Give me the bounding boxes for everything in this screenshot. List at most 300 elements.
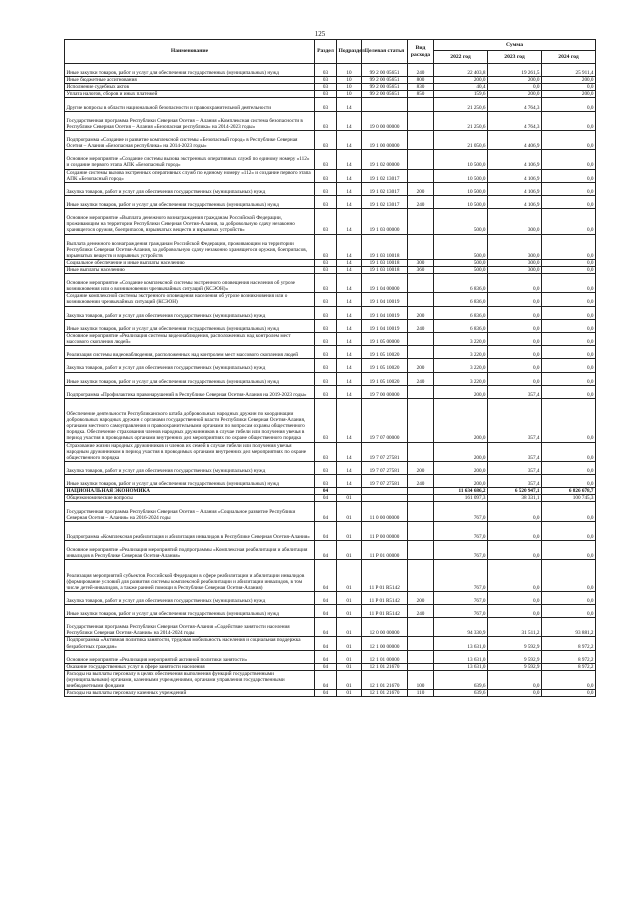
row-podrazdel: 14 <box>337 130 362 149</box>
row-vid-raskhoda <box>408 650 434 663</box>
row-podrazdel: 01 <box>337 521 362 540</box>
row-celevaya-statya: 99 2 00 05651 <box>362 64 408 77</box>
row-name: Иные закупки товаров, работ и услуг для обеспечения государственных (муниципальных) нужд <box>65 319 315 332</box>
table-row <box>65 385 596 398</box>
row-podrazdel: 01 <box>337 663 362 670</box>
row-podrazdel: 14 <box>337 475 362 488</box>
row-sum-2023: 38 331,1 <box>488 495 542 502</box>
table-row <box>65 605 596 618</box>
row-sum-2023: 200,0 <box>488 77 542 84</box>
row-name: Реализация системы видеонаблюдения, расположенных над контролем мест массового скопления людей <box>65 346 315 359</box>
row-sum-2022: 6 836,0 <box>434 319 488 332</box>
row-razdel: 04 <box>315 637 337 650</box>
row-sum-2024: 0,0 <box>542 266 596 273</box>
row-name: Создание системы вызова экстренных оперативных служб по единому номеру «112» и создание первого этапа АПК «Безопасный город» <box>65 169 315 182</box>
row-celevaya-statya: 19 1 04 10019 <box>362 319 408 332</box>
table-row <box>65 98 596 111</box>
row-sum-2024: 0,0 <box>542 98 596 111</box>
row-podrazdel: 14 <box>337 209 362 234</box>
row-podrazdel: 14 <box>337 234 362 259</box>
row-name: Уплата налогов, сборов и иных платежей <box>65 91 315 98</box>
row-vid-raskhoda <box>408 398 434 442</box>
row-sum-2023: 4 106,9 <box>488 169 542 182</box>
row-podrazdel: 10 <box>337 84 362 91</box>
row-sum-2023: 0,0 <box>488 84 542 91</box>
row-sum-2022: 200,0 <box>434 442 488 461</box>
header-razdel: Раздел <box>315 40 337 64</box>
table-row <box>65 319 596 332</box>
row-sum-2024: 0,0 <box>542 195 596 208</box>
row-sum-2022: 3 220,0 <box>434 372 488 385</box>
header-year-2023: 2023 год <box>488 51 542 64</box>
row-sum-2024: 200,0 <box>542 91 596 98</box>
row-name: Социальное обеспечение и иные выплаты населению <box>65 259 315 266</box>
row-name: Подпрограмма «Комплексная реабилитация и абилитация инвалидов в Республике Северная Осетия-Алания» <box>65 521 315 540</box>
row-sum-2024: 0,0 <box>542 319 596 332</box>
row-celevaya-statya <box>362 98 408 111</box>
header-summa: Сумма <box>434 40 596 51</box>
row-sum-2022: 11 634 686,2 <box>434 488 488 495</box>
row-vid-raskhoda <box>408 488 434 495</box>
row-sum-2022: 13 631,0 <box>434 663 488 670</box>
row-sum-2024: 0,0 <box>542 234 596 259</box>
row-name: Подпрограмма «Профилактика правонарушений в Республике Северная Осетия-Алания на 2019-2023 годы» <box>65 385 315 398</box>
budget-table-wrapper <box>64 39 595 697</box>
row-sum-2022: 13 631,0 <box>434 650 488 663</box>
row-sum-2022: 767,0 <box>434 560 488 592</box>
row-vid-raskhoda <box>408 442 434 461</box>
row-name: Основное мероприятие «Реализация системы видеонаблюдения, расположенных над контролем мест массового скопления людей» <box>65 332 315 345</box>
row-name: Другие вопросы в области национальной безопасности и правоохранительной деятельности <box>65 98 315 111</box>
row-sum-2022: 500,0 <box>434 209 488 234</box>
row-celevaya-statya: 19 1 02 00000 <box>362 150 408 169</box>
row-sum-2023: 357,4 <box>488 442 542 461</box>
row-celevaya-statya <box>362 488 408 495</box>
table-row <box>65 293 596 306</box>
row-razdel: 03 <box>315 306 337 319</box>
row-vid-raskhoda: 200 <box>408 182 434 195</box>
row-celevaya-statya: 12 0 00 00000 <box>362 618 408 637</box>
header-name: Наименование <box>65 40 315 64</box>
row-celevaya-statya: 11 P 01 00000 <box>362 541 408 560</box>
row-sum-2024: 8 972,2 <box>542 663 596 670</box>
row-vid-raskhoda <box>408 663 434 670</box>
row-sum-2023: 300,0 <box>488 234 542 259</box>
row-sum-2024: 0,0 <box>542 259 596 266</box>
row-celevaya-statya: 19 7 00 00000 <box>362 385 408 398</box>
table-row <box>65 150 596 169</box>
row-celevaya-statya: 19 7 07 27581 <box>362 461 408 474</box>
row-name: Государственная программа Республики Северная Осетия – Алания «Социальное развитие Республики Северная Осетия – Алания» на 2016-2024 годы <box>65 502 315 521</box>
table-row <box>65 663 596 670</box>
table-row <box>65 111 596 130</box>
row-name: Оказание государственных услуг в сфере занятости населения <box>65 663 315 670</box>
row-sum-2024: 0,0 <box>542 306 596 319</box>
row-sum-2022: 500,0 <box>434 266 488 273</box>
table-row <box>65 495 596 502</box>
row-vid-raskhoda <box>408 130 434 149</box>
row-podrazdel: 14 <box>337 319 362 332</box>
table-row <box>65 475 596 488</box>
row-razdel: 04 <box>315 591 337 604</box>
row-sum-2023: 0,0 <box>488 293 542 306</box>
header-celevaya-statya: Целевая статья <box>362 40 408 64</box>
row-sum-2023: 0,0 <box>488 541 542 560</box>
row-sum-2022: 6 836,0 <box>434 274 488 293</box>
row-vid-raskhoda <box>408 637 434 650</box>
row-sum-2023: 0,0 <box>488 306 542 319</box>
row-sum-2022: 639,6 <box>434 690 488 697</box>
row-vid-raskhoda <box>408 293 434 306</box>
row-podrazdel: 01 <box>337 541 362 560</box>
row-name: Закупка товаров, работ и услуг для обеспечения государственных (муниципальных) нужд <box>65 182 315 195</box>
row-razdel: 03 <box>315 111 337 130</box>
row-celevaya-statya: 19 1 02 13017 <box>362 195 408 208</box>
row-name: Создание комплексной системы экстренного оповещения населения об угрозе возникновения или о возникновении чрезвычайных ситуаций (КСЭОН) <box>65 293 315 306</box>
table-row <box>65 84 596 91</box>
row-sum-2024: 0,0 <box>542 182 596 195</box>
row-sum-2023: 0,0 <box>488 332 542 345</box>
row-razdel: 03 <box>315 385 337 398</box>
table-row <box>65 332 596 345</box>
row-sum-2023: 4 106,9 <box>488 150 542 169</box>
row-name: Расходы на выплаты персоналу казенных учреждений <box>65 690 315 697</box>
row-sum-2023: 357,4 <box>488 475 542 488</box>
row-sum-2023: 0,0 <box>488 372 542 385</box>
row-vid-raskhoda <box>408 209 434 234</box>
row-name: Закупка товаров, работ и услуг для обеспечения государственных (муниципальных) нужд <box>65 306 315 319</box>
row-razdel: 04 <box>315 541 337 560</box>
row-sum-2022: 3 220,0 <box>434 346 488 359</box>
row-vid-raskhoda <box>408 502 434 521</box>
row-sum-2022: 500,0 <box>434 234 488 259</box>
table-row <box>65 488 596 495</box>
row-name: Государственная программа Республики Северная Осетия-Алания «Содействие занятости населения Республики Северная Осетия-Алания» на 2014-2024 годы <box>65 618 315 637</box>
row-razdel: 03 <box>315 209 337 234</box>
row-sum-2023: 0,0 <box>488 502 542 521</box>
row-vid-raskhoda: 200 <box>408 306 434 319</box>
row-sum-2024: 0,0 <box>542 475 596 488</box>
row-sum-2023: 0,0 <box>488 670 542 689</box>
row-celevaya-statya: 12 1 01 21670 <box>362 670 408 689</box>
row-razdel: 04 <box>315 690 337 697</box>
row-vid-raskhoda: 200 <box>408 461 434 474</box>
row-sum-2024: 0,0 <box>542 274 596 293</box>
row-sum-2024: 0,0 <box>542 372 596 385</box>
table-row <box>65 259 596 266</box>
row-sum-2023: 300,0 <box>488 209 542 234</box>
row-sum-2023: 0,0 <box>488 319 542 332</box>
row-sum-2023: 357,4 <box>488 385 542 398</box>
row-razdel: 03 <box>315 293 337 306</box>
row-vid-raskhoda: 240 <box>408 372 434 385</box>
row-razdel: 03 <box>315 442 337 461</box>
table-row <box>65 209 596 234</box>
row-razdel: 03 <box>315 461 337 474</box>
row-vid-raskhoda: 240 <box>408 64 434 77</box>
row-sum-2022: 10 500,0 <box>434 182 488 195</box>
row-celevaya-statya: 12 1 01 21670 <box>362 663 408 670</box>
row-podrazdel: 01 <box>337 502 362 521</box>
row-sum-2024: 0,0 <box>542 169 596 182</box>
row-vid-raskhoda <box>408 560 434 592</box>
row-podrazdel: 14 <box>337 398 362 442</box>
row-celevaya-statya: 19 7 07 27581 <box>362 442 408 461</box>
row-sum-2024: 93 881,2 <box>542 618 596 637</box>
row-podrazdel: 01 <box>337 618 362 637</box>
row-name: Иные закупки товаров, работ и услуг для обеспечения государственных (муниципальных) нужд <box>65 475 315 488</box>
row-podrazdel: 01 <box>337 605 362 618</box>
row-razdel: 04 <box>315 663 337 670</box>
row-sum-2024: 0,0 <box>542 293 596 306</box>
row-sum-2022: 94 330,9 <box>434 618 488 637</box>
table-row <box>65 670 596 689</box>
row-name: Основное мероприятие «Выплата денежного вознаграждения гражданам Российской Федерации, проживающим на территории Республики Северная Осетия-Алания, за добровольную сдачу незаконно хранящегося оружия, боеприпасов, взрывчатых веществ и взрывных устройств» <box>65 209 315 234</box>
row-sum-2022: 10 500,0 <box>434 150 488 169</box>
row-sum-2023: 0,0 <box>488 274 542 293</box>
row-vid-raskhoda: 240 <box>408 605 434 618</box>
table-row <box>65 346 596 359</box>
row-podrazdel: 14 <box>337 306 362 319</box>
row-sum-2022: 13 631,0 <box>434 637 488 650</box>
row-razdel: 04 <box>315 521 337 540</box>
row-razdel: 03 <box>315 169 337 182</box>
row-name: Реализация мероприятий субъектов Российской Федерации в сфере реабилитации и абилитации инвалидов (формирование условий для развития системы комплексной реабилитации и абилитации инвалидов, в том числе детей-инвалидов, а также ранней помощи в Республике Северная Осетия-Алания) <box>65 560 315 592</box>
row-name: Иные закупки товаров, работ и услуг для обеспечения государственных (муниципальных) нужд <box>65 605 315 618</box>
table-row <box>65 637 596 650</box>
row-sum-2022: 639,6 <box>434 670 488 689</box>
budget-table <box>64 39 596 697</box>
row-celevaya-statya: 19 1 05 10020 <box>362 346 408 359</box>
row-name: Исполнение судебных актов <box>65 84 315 91</box>
row-sum-2024: 0,0 <box>542 442 596 461</box>
row-vid-raskhoda <box>408 98 434 111</box>
row-name: Закупка товаров, работ и услуг для обеспечения государственных (муниципальных) нужд <box>65 591 315 604</box>
row-sum-2024: 0,0 <box>542 541 596 560</box>
row-sum-2024: 200,0 <box>542 77 596 84</box>
row-razdel: 03 <box>315 259 337 266</box>
row-celevaya-statya: 99 2 00 05651 <box>362 91 408 98</box>
header-year-2024: 2024 год <box>542 51 596 64</box>
row-sum-2024: 6 826 678,7 <box>542 488 596 495</box>
row-sum-2022: 21 050,6 <box>434 130 488 149</box>
row-name: Иные закупки товаров, работ и услуг для обеспечения государственных (муниципальных) нужд <box>65 64 315 77</box>
row-celevaya-statya: 19 1 05 10020 <box>362 372 408 385</box>
row-podrazdel: 14 <box>337 359 362 372</box>
row-sum-2022: 10 500,0 <box>434 169 488 182</box>
row-name: Страхование жизни народных дружинников и членов их семей в случае гибели или получения увечья народным дружинником в период участия в проводимых органами внутренних дел мероприятиях по охране общественного порядка <box>65 442 315 461</box>
row-sum-2022: 3 220,0 <box>434 359 488 372</box>
table-row <box>65 442 596 461</box>
row-sum-2024: 0,0 <box>542 521 596 540</box>
row-sum-2024: 0,0 <box>542 385 596 398</box>
row-vid-raskhoda <box>408 385 434 398</box>
row-name: Расходы на выплаты персоналу в целях обеспечения выполнения функций государственными (муниципальными) органами, казенными учреждениями, органами управления государственными внебюджетными фондами <box>65 670 315 689</box>
row-sum-2024: 25 911,4 <box>542 64 596 77</box>
row-podrazdel <box>337 488 362 495</box>
row-podrazdel: 14 <box>337 372 362 385</box>
table-row <box>65 77 596 84</box>
table-row <box>65 266 596 273</box>
row-sum-2023: 0,0 <box>488 346 542 359</box>
row-celevaya-statya: 19 1 02 13017 <box>362 182 408 195</box>
row-sum-2022: 159,6 <box>434 91 488 98</box>
table-row <box>65 359 596 372</box>
row-celevaya-statya <box>362 495 408 502</box>
row-name: Иные выплаты населению <box>65 266 315 273</box>
row-sum-2024: 0,0 <box>542 346 596 359</box>
row-razdel: 03 <box>315 332 337 345</box>
row-celevaya-statya: 19 1 05 00000 <box>362 332 408 345</box>
row-razdel: 03 <box>315 398 337 442</box>
row-celevaya-statya: 99 2 00 05651 <box>362 84 408 91</box>
row-sum-2022: 200,0 <box>434 385 488 398</box>
row-podrazdel: 10 <box>337 91 362 98</box>
row-sum-2024: 0,0 <box>542 84 596 91</box>
row-sum-2023: 357,4 <box>488 398 542 442</box>
row-sum-2022: 767,0 <box>434 591 488 604</box>
row-razdel: 04 <box>315 670 337 689</box>
row-sum-2023: 300,0 <box>488 259 542 266</box>
row-sum-2022: 200,0 <box>434 398 488 442</box>
row-celevaya-statya: 19 1 05 10020 <box>362 359 408 372</box>
row-razdel: 04 <box>315 560 337 592</box>
row-celevaya-statya: 12 1 01 21670 <box>362 690 408 697</box>
table-row <box>65 560 596 592</box>
row-celevaya-statya: 19 0 00 00000 <box>362 111 408 130</box>
table-row <box>65 461 596 474</box>
row-podrazdel: 01 <box>337 670 362 689</box>
row-sum-2023: 0,0 <box>488 605 542 618</box>
row-sum-2023: 4 764,3 <box>488 98 542 111</box>
row-sum-2024: 0,0 <box>542 359 596 372</box>
row-sum-2023: 0,0 <box>488 521 542 540</box>
row-vid-raskhoda <box>408 521 434 540</box>
table-row <box>65 618 596 637</box>
row-razdel: 04 <box>315 650 337 663</box>
row-vid-raskhoda: 850 <box>408 91 434 98</box>
row-name: Основное мероприятие «Создание комплексной системы экстренного оповещения населения об угрозе возникновения или о возникновении чрезвычайных ситуаций (КСЭОН)» <box>65 274 315 293</box>
row-sum-2023: 357,4 <box>488 461 542 474</box>
row-vid-raskhoda: 240 <box>408 319 434 332</box>
table-body <box>65 64 596 697</box>
row-sum-2024: 0,0 <box>542 150 596 169</box>
row-sum-2024: 8 972,2 <box>542 650 596 663</box>
row-sum-2024: 8 972,2 <box>542 637 596 650</box>
row-sum-2024: 0,0 <box>542 690 596 697</box>
row-name: Выплата денежного вознаграждения гражданам Российской Федерации, проживающим на территории Республики Северная Осетия-Алания, за добровольную сдачу незаконно хранящегося оружия, боеприпасов, взрывчатых веществ и взрывных устройств <box>65 234 315 259</box>
row-razdel: 04 <box>315 488 337 495</box>
table-row <box>65 274 596 293</box>
table-row <box>65 591 596 604</box>
row-vid-raskhoda: 300 <box>408 259 434 266</box>
row-podrazdel: 14 <box>337 98 362 111</box>
row-podrazdel: 10 <box>337 64 362 77</box>
row-celevaya-statya: 99 2 00 05651 <box>362 77 408 84</box>
row-celevaya-statya: 19 1 04 10019 <box>362 293 408 306</box>
row-sum-2024: 0,0 <box>542 502 596 521</box>
row-sum-2022: 200,0 <box>434 461 488 474</box>
row-sum-2023: 9 592,9 <box>488 650 542 663</box>
row-name: Основное мероприятие «Создание системы вызова экстренных оперативных служб по единому номеру «112» и создание первого этапа АПК «Безопасный город» <box>65 150 315 169</box>
row-razdel: 03 <box>315 130 337 149</box>
row-sum-2022: 200,0 <box>434 475 488 488</box>
row-sum-2023: 0,0 <box>488 560 542 592</box>
row-sum-2023: 4 106,9 <box>488 195 542 208</box>
page-number: 125 <box>314 30 326 38</box>
row-sum-2024: 0,0 <box>542 209 596 234</box>
row-sum-2023: 9 592,9 <box>488 663 542 670</box>
row-name: НАЦИОНАЛЬНАЯ ЭКОНОМИКА <box>65 488 315 495</box>
row-podrazdel: 14 <box>337 442 362 461</box>
row-razdel: 03 <box>315 359 337 372</box>
row-podrazdel: 14 <box>337 461 362 474</box>
row-podrazdel: 14 <box>337 346 362 359</box>
row-podrazdel: 14 <box>337 293 362 306</box>
row-name: Закупка товаров, работ и услуг для обеспечения государственных (муниципальных) нужд <box>65 359 315 372</box>
row-celevaya-statya: 11 P 01 R5142 <box>362 560 408 592</box>
row-vid-raskhoda: 800 <box>408 77 434 84</box>
row-razdel: 03 <box>315 77 337 84</box>
table-row <box>65 372 596 385</box>
table-row <box>65 64 596 77</box>
row-name: Подпрограмма «Активная политика занятости, трудовая мобильность населения и социальная поддержка безработных граждан» <box>65 637 315 650</box>
row-vid-raskhoda <box>408 541 434 560</box>
table-row <box>65 195 596 208</box>
row-vid-raskhoda <box>408 234 434 259</box>
row-sum-2024: 0,0 <box>542 332 596 345</box>
row-podrazdel: 10 <box>337 77 362 84</box>
row-vid-raskhoda <box>408 618 434 637</box>
row-razdel: 03 <box>315 266 337 273</box>
table-row <box>65 182 596 195</box>
row-sum-2022: 767,0 <box>434 541 488 560</box>
row-razdel: 03 <box>315 195 337 208</box>
row-sum-2022: 21 250,6 <box>434 111 488 130</box>
row-sum-2024: 0,0 <box>542 111 596 130</box>
row-podrazdel: 01 <box>337 690 362 697</box>
row-razdel: 04 <box>315 495 337 502</box>
row-podrazdel: 14 <box>337 182 362 195</box>
row-vid-raskhoda: 360 <box>408 266 434 273</box>
row-podrazdel: 14 <box>337 385 362 398</box>
row-vid-raskhoda <box>408 346 434 359</box>
table-row <box>65 690 596 697</box>
table-row <box>65 398 596 442</box>
row-sum-2023: 9 592,9 <box>488 637 542 650</box>
table-row <box>65 521 596 540</box>
row-razdel: 03 <box>315 274 337 293</box>
row-sum-2022: 40,4 <box>434 84 488 91</box>
row-sum-2023: 4 106,9 <box>488 182 542 195</box>
row-razdel: 03 <box>315 91 337 98</box>
row-sum-2022: 6 836,0 <box>434 306 488 319</box>
row-sum-2022: 500,0 <box>434 259 488 266</box>
row-celevaya-statya: 11 P 01 R5142 <box>362 605 408 618</box>
row-sum-2024: 0,0 <box>542 461 596 474</box>
row-name: Государственная программа Республики Северная Осетия – Алания «Комплексная система безопасности в Республике Северная Осетия – Алания «Безопасная республика» на 2014-2023 годы» <box>65 111 315 130</box>
row-sum-2022: 161 097,3 <box>434 495 488 502</box>
row-sum-2022: 767,0 <box>434 502 488 521</box>
row-sum-2022: 200,0 <box>434 77 488 84</box>
row-vid-raskhoda <box>408 495 434 502</box>
row-sum-2024: 0,0 <box>542 591 596 604</box>
row-sum-2022: 767,0 <box>434 521 488 540</box>
row-razdel: 03 <box>315 84 337 91</box>
row-sum-2023: 4 406,9 <box>488 130 542 149</box>
row-sum-2023: 300,0 <box>488 266 542 273</box>
row-vid-raskhoda <box>408 274 434 293</box>
